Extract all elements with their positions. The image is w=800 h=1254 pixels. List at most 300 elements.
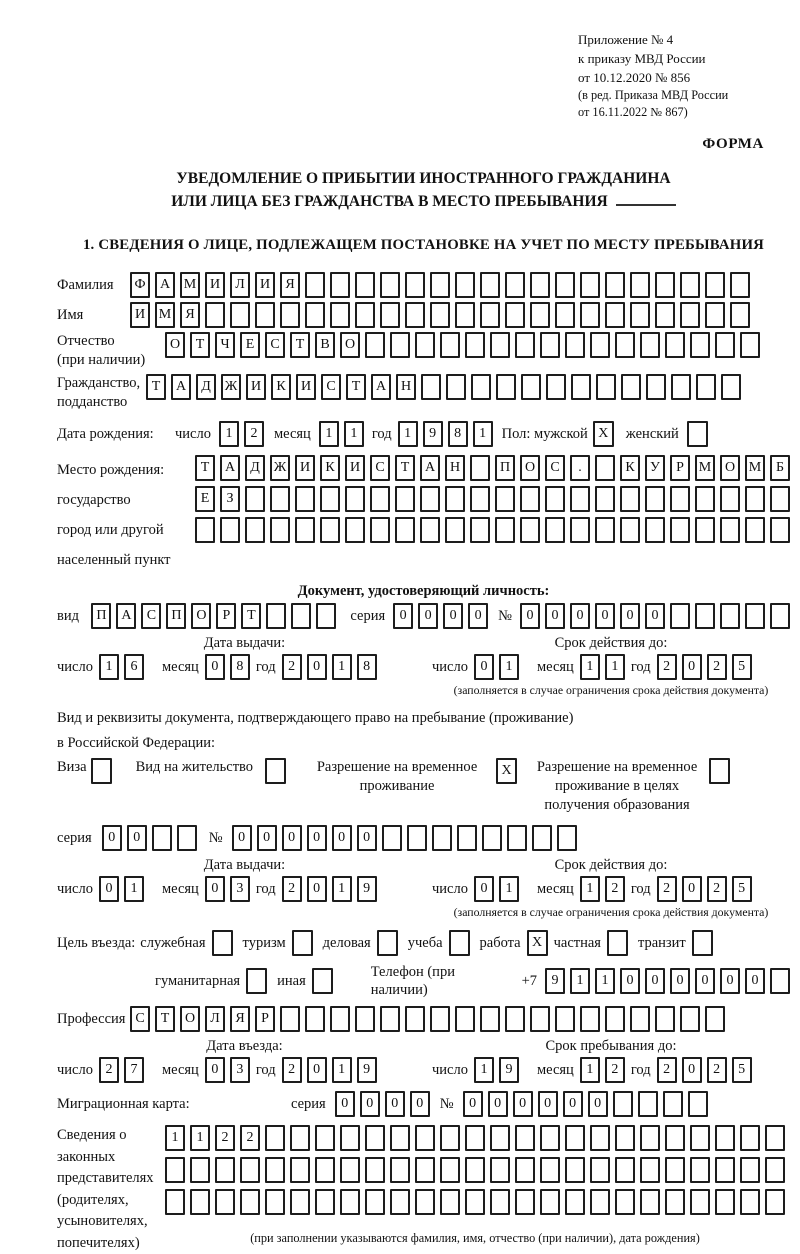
char-cell[interactable]: 0 bbox=[682, 1057, 702, 1083]
char-cell[interactable]: 0 bbox=[645, 968, 665, 994]
char-cell[interactable] bbox=[465, 332, 485, 358]
char-cell[interactable]: 0 bbox=[545, 603, 565, 629]
char-cell[interactable] bbox=[390, 1125, 410, 1151]
char-cell[interactable] bbox=[480, 1006, 500, 1032]
char-cell[interactable] bbox=[355, 272, 375, 298]
char-cell[interactable]: И bbox=[295, 455, 315, 481]
char-cell[interactable]: В bbox=[315, 332, 335, 358]
char-cell[interactable]: 0 bbox=[357, 825, 377, 851]
char-cell[interactable]: 1 bbox=[499, 654, 519, 680]
char-cell[interactable]: Д bbox=[245, 455, 265, 481]
visa-checkbox[interactable] bbox=[91, 758, 112, 784]
char-cell[interactable] bbox=[290, 1125, 310, 1151]
char-cell[interactable] bbox=[420, 517, 440, 543]
char-cell[interactable]: Л bbox=[205, 1006, 225, 1032]
char-cell[interactable] bbox=[730, 272, 750, 298]
char-cell[interactable]: Н bbox=[445, 455, 465, 481]
char-cell[interactable]: 0 bbox=[360, 1091, 380, 1117]
char-cell[interactable]: 0 bbox=[670, 968, 690, 994]
char-cell[interactable] bbox=[415, 332, 435, 358]
char-cell[interactable] bbox=[490, 1125, 510, 1151]
char-cell[interactable]: 1 bbox=[332, 1057, 352, 1083]
char-cell[interactable] bbox=[770, 968, 790, 994]
char-cell[interactable]: 0 bbox=[393, 603, 413, 629]
female-checkbox[interactable] bbox=[687, 421, 708, 447]
char-cell[interactable]: . bbox=[570, 455, 590, 481]
char-cell[interactable] bbox=[540, 332, 560, 358]
char-cell[interactable]: 0 bbox=[520, 603, 540, 629]
char-cell[interactable]: Т bbox=[146, 374, 166, 400]
char-cell[interactable] bbox=[580, 302, 600, 328]
char-cell[interactable] bbox=[205, 302, 225, 328]
char-cell[interactable]: 1 bbox=[319, 421, 339, 447]
char-cell[interactable]: 1 bbox=[332, 654, 352, 680]
char-cell[interactable]: 0 bbox=[538, 1091, 558, 1117]
char-cell[interactable]: 0 bbox=[720, 968, 740, 994]
purpose-transit-checkbox[interactable] bbox=[692, 930, 713, 956]
char-cell[interactable] bbox=[595, 455, 615, 481]
char-cell[interactable] bbox=[655, 272, 675, 298]
char-cell[interactable]: И bbox=[345, 455, 365, 481]
purpose-business-checkbox[interactable] bbox=[377, 930, 398, 956]
char-cell[interactable] bbox=[280, 302, 300, 328]
char-cell[interactable] bbox=[455, 302, 475, 328]
char-cell[interactable]: О bbox=[720, 455, 740, 481]
char-cell[interactable] bbox=[615, 332, 635, 358]
char-cell[interactable]: 9 bbox=[545, 968, 565, 994]
purpose-study-checkbox[interactable] bbox=[449, 930, 470, 956]
char-cell[interactable]: З bbox=[220, 486, 240, 512]
char-cell[interactable] bbox=[595, 517, 615, 543]
char-cell[interactable]: 8 bbox=[448, 421, 468, 447]
char-cell[interactable] bbox=[430, 1006, 450, 1032]
char-cell[interactable]: Е bbox=[240, 332, 260, 358]
char-cell[interactable]: М bbox=[745, 455, 765, 481]
char-cell[interactable] bbox=[490, 1157, 510, 1183]
char-cell[interactable] bbox=[240, 1157, 260, 1183]
char-cell[interactable] bbox=[440, 1189, 460, 1215]
char-cell[interactable] bbox=[740, 1189, 760, 1215]
char-cell[interactable]: 8 bbox=[230, 654, 250, 680]
char-cell[interactable] bbox=[695, 517, 715, 543]
char-cell[interactable] bbox=[613, 1091, 633, 1117]
char-cell[interactable] bbox=[496, 374, 516, 400]
char-cell[interactable] bbox=[670, 603, 690, 629]
char-cell[interactable]: Н bbox=[396, 374, 416, 400]
char-cell[interactable] bbox=[540, 1157, 560, 1183]
char-cell[interactable]: А bbox=[420, 455, 440, 481]
char-cell[interactable]: Т bbox=[395, 455, 415, 481]
char-cell[interactable]: М bbox=[155, 302, 175, 328]
char-cell[interactable]: 0 bbox=[307, 825, 327, 851]
char-cell[interactable] bbox=[715, 332, 735, 358]
char-cell[interactable]: 1 bbox=[190, 1125, 210, 1151]
char-cell[interactable] bbox=[770, 486, 790, 512]
char-cell[interactable] bbox=[470, 486, 490, 512]
char-cell[interactable]: 5 bbox=[732, 1057, 752, 1083]
char-cell[interactable] bbox=[330, 1006, 350, 1032]
char-cell[interactable] bbox=[580, 272, 600, 298]
char-cell[interactable] bbox=[620, 517, 640, 543]
char-cell[interactable]: 2 bbox=[282, 1057, 302, 1083]
char-cell[interactable] bbox=[421, 374, 441, 400]
char-cell[interactable] bbox=[407, 825, 427, 851]
char-cell[interactable]: Л bbox=[230, 272, 250, 298]
char-cell[interactable] bbox=[505, 272, 525, 298]
char-cell[interactable] bbox=[370, 517, 390, 543]
char-cell[interactable] bbox=[545, 486, 565, 512]
char-cell[interactable] bbox=[630, 302, 650, 328]
purpose-humanitarian-checkbox[interactable] bbox=[246, 968, 267, 994]
char-cell[interactable] bbox=[165, 1189, 185, 1215]
char-cell[interactable] bbox=[320, 517, 340, 543]
purpose-other-checkbox[interactable] bbox=[312, 968, 333, 994]
char-cell[interactable] bbox=[605, 272, 625, 298]
char-cell[interactable] bbox=[291, 603, 311, 629]
char-cell[interactable] bbox=[555, 302, 575, 328]
char-cell[interactable]: 3 bbox=[230, 876, 250, 902]
char-cell[interactable] bbox=[740, 332, 760, 358]
char-cell[interactable]: 1 bbox=[165, 1125, 185, 1151]
char-cell[interactable] bbox=[420, 486, 440, 512]
char-cell[interactable] bbox=[290, 1157, 310, 1183]
char-cell[interactable]: 0 bbox=[282, 825, 302, 851]
char-cell[interactable] bbox=[715, 1157, 735, 1183]
char-cell[interactable] bbox=[745, 603, 765, 629]
char-cell[interactable] bbox=[515, 332, 535, 358]
temp-residence-checkbox[interactable]: X bbox=[496, 758, 517, 784]
char-cell[interactable] bbox=[440, 332, 460, 358]
char-cell[interactable] bbox=[295, 517, 315, 543]
char-cell[interactable] bbox=[720, 517, 740, 543]
char-cell[interactable]: 0 bbox=[205, 876, 225, 902]
char-cell[interactable]: Р bbox=[255, 1006, 275, 1032]
char-cell[interactable] bbox=[590, 332, 610, 358]
char-cell[interactable] bbox=[470, 455, 490, 481]
char-cell[interactable] bbox=[720, 603, 740, 629]
char-cell[interactable] bbox=[190, 1189, 210, 1215]
char-cell[interactable] bbox=[640, 1125, 660, 1151]
char-cell[interactable] bbox=[315, 1125, 335, 1151]
char-cell[interactable] bbox=[290, 1189, 310, 1215]
char-cell[interactable] bbox=[745, 517, 765, 543]
char-cell[interactable]: 7 bbox=[124, 1057, 144, 1083]
char-cell[interactable]: 0 bbox=[205, 1057, 225, 1083]
char-cell[interactable]: 1 bbox=[332, 876, 352, 902]
char-cell[interactable]: 0 bbox=[588, 1091, 608, 1117]
char-cell[interactable]: 1 bbox=[570, 968, 590, 994]
char-cell[interactable] bbox=[640, 332, 660, 358]
char-cell[interactable]: О bbox=[340, 332, 360, 358]
char-cell[interactable] bbox=[430, 302, 450, 328]
char-cell[interactable] bbox=[330, 272, 350, 298]
char-cell[interactable] bbox=[370, 486, 390, 512]
char-cell[interactable] bbox=[705, 272, 725, 298]
char-cell[interactable] bbox=[695, 603, 715, 629]
char-cell[interactable] bbox=[590, 1189, 610, 1215]
char-cell[interactable] bbox=[555, 1006, 575, 1032]
char-cell[interactable] bbox=[745, 486, 765, 512]
char-cell[interactable]: О bbox=[520, 455, 540, 481]
char-cell[interactable]: А bbox=[155, 272, 175, 298]
char-cell[interactable]: 2 bbox=[282, 654, 302, 680]
char-cell[interactable] bbox=[520, 486, 540, 512]
char-cell[interactable]: И bbox=[130, 302, 150, 328]
purpose-work-checkbox[interactable]: X bbox=[527, 930, 548, 956]
char-cell[interactable]: 0 bbox=[474, 876, 494, 902]
char-cell[interactable] bbox=[765, 1125, 785, 1151]
char-cell[interactable] bbox=[740, 1125, 760, 1151]
char-cell[interactable] bbox=[505, 1006, 525, 1032]
char-cell[interactable] bbox=[316, 603, 336, 629]
char-cell[interactable]: М bbox=[180, 272, 200, 298]
char-cell[interactable] bbox=[680, 1006, 700, 1032]
char-cell[interactable]: С bbox=[141, 603, 161, 629]
char-cell[interactable]: 1 bbox=[124, 876, 144, 902]
char-cell[interactable] bbox=[665, 332, 685, 358]
char-cell[interactable] bbox=[315, 1189, 335, 1215]
char-cell[interactable]: 0 bbox=[307, 1057, 327, 1083]
char-cell[interactable] bbox=[695, 486, 715, 512]
char-cell[interactable] bbox=[530, 1006, 550, 1032]
char-cell[interactable] bbox=[430, 272, 450, 298]
char-cell[interactable] bbox=[540, 1125, 560, 1151]
char-cell[interactable] bbox=[305, 302, 325, 328]
char-cell[interactable] bbox=[405, 272, 425, 298]
char-cell[interactable] bbox=[230, 302, 250, 328]
char-cell[interactable]: 5 bbox=[732, 876, 752, 902]
char-cell[interactable] bbox=[280, 1006, 300, 1032]
char-cell[interactable] bbox=[490, 332, 510, 358]
char-cell[interactable]: О bbox=[191, 603, 211, 629]
char-cell[interactable] bbox=[215, 1189, 235, 1215]
char-cell[interactable]: 0 bbox=[385, 1091, 405, 1117]
char-cell[interactable] bbox=[530, 302, 550, 328]
char-cell[interactable]: 0 bbox=[463, 1091, 483, 1117]
char-cell[interactable] bbox=[365, 332, 385, 358]
char-cell[interactable]: 9 bbox=[357, 1057, 377, 1083]
char-cell[interactable]: С bbox=[321, 374, 341, 400]
char-cell[interactable]: 0 bbox=[332, 825, 352, 851]
char-cell[interactable] bbox=[540, 1189, 560, 1215]
char-cell[interactable] bbox=[330, 302, 350, 328]
char-cell[interactable] bbox=[265, 1157, 285, 1183]
char-cell[interactable] bbox=[696, 374, 716, 400]
char-cell[interactable]: 2 bbox=[707, 1057, 727, 1083]
char-cell[interactable]: 1 bbox=[474, 1057, 494, 1083]
char-cell[interactable]: Ж bbox=[221, 374, 241, 400]
char-cell[interactable]: 0 bbox=[410, 1091, 430, 1117]
char-cell[interactable] bbox=[665, 1125, 685, 1151]
char-cell[interactable]: 0 bbox=[563, 1091, 583, 1117]
char-cell[interactable]: 1 bbox=[580, 1057, 600, 1083]
char-cell[interactable] bbox=[638, 1091, 658, 1117]
char-cell[interactable] bbox=[365, 1125, 385, 1151]
char-cell[interactable]: О bbox=[165, 332, 185, 358]
char-cell[interactable] bbox=[570, 517, 590, 543]
char-cell[interactable] bbox=[505, 302, 525, 328]
char-cell[interactable] bbox=[345, 517, 365, 543]
char-cell[interactable]: 0 bbox=[682, 876, 702, 902]
char-cell[interactable] bbox=[715, 1189, 735, 1215]
char-cell[interactable] bbox=[295, 486, 315, 512]
char-cell[interactable]: И bbox=[296, 374, 316, 400]
char-cell[interactable] bbox=[215, 1157, 235, 1183]
char-cell[interactable]: А bbox=[220, 455, 240, 481]
char-cell[interactable]: К bbox=[620, 455, 640, 481]
char-cell[interactable] bbox=[340, 1189, 360, 1215]
char-cell[interactable]: 0 bbox=[682, 654, 702, 680]
char-cell[interactable]: 1 bbox=[595, 968, 615, 994]
char-cell[interactable] bbox=[305, 272, 325, 298]
purpose-tourism-checkbox[interactable] bbox=[292, 930, 313, 956]
char-cell[interactable] bbox=[665, 1157, 685, 1183]
char-cell[interactable]: Ф bbox=[130, 272, 150, 298]
char-cell[interactable]: К bbox=[271, 374, 291, 400]
char-cell[interactable]: 2 bbox=[657, 654, 677, 680]
char-cell[interactable] bbox=[621, 374, 641, 400]
char-cell[interactable]: 0 bbox=[307, 876, 327, 902]
char-cell[interactable]: А bbox=[171, 374, 191, 400]
char-cell[interactable]: 0 bbox=[620, 603, 640, 629]
char-cell[interactable]: А bbox=[371, 374, 391, 400]
char-cell[interactable]: П bbox=[91, 603, 111, 629]
char-cell[interactable] bbox=[670, 486, 690, 512]
char-cell[interactable]: 1 bbox=[605, 654, 625, 680]
char-cell[interactable]: О bbox=[180, 1006, 200, 1032]
char-cell[interactable]: 0 bbox=[127, 825, 147, 851]
char-cell[interactable] bbox=[596, 374, 616, 400]
char-cell[interactable] bbox=[720, 486, 740, 512]
char-cell[interactable] bbox=[590, 1157, 610, 1183]
char-cell[interactable]: 9 bbox=[499, 1057, 519, 1083]
char-cell[interactable] bbox=[457, 825, 477, 851]
char-cell[interactable]: Я bbox=[230, 1006, 250, 1032]
char-cell[interactable]: Д bbox=[196, 374, 216, 400]
char-cell[interactable]: 9 bbox=[357, 876, 377, 902]
char-cell[interactable]: С bbox=[130, 1006, 150, 1032]
char-cell[interactable]: 0 bbox=[205, 654, 225, 680]
char-cell[interactable]: 2 bbox=[282, 876, 302, 902]
char-cell[interactable]: 2 bbox=[240, 1125, 260, 1151]
char-cell[interactable] bbox=[490, 1189, 510, 1215]
char-cell[interactable] bbox=[690, 332, 710, 358]
char-cell[interactable] bbox=[270, 517, 290, 543]
char-cell[interactable] bbox=[765, 1157, 785, 1183]
char-cell[interactable] bbox=[770, 517, 790, 543]
char-cell[interactable]: 0 bbox=[418, 603, 438, 629]
char-cell[interactable] bbox=[405, 1006, 425, 1032]
char-cell[interactable] bbox=[646, 374, 666, 400]
char-cell[interactable] bbox=[715, 1125, 735, 1151]
char-cell[interactable] bbox=[395, 517, 415, 543]
char-cell[interactable] bbox=[465, 1125, 485, 1151]
char-cell[interactable] bbox=[655, 1006, 675, 1032]
char-cell[interactable] bbox=[690, 1189, 710, 1215]
char-cell[interactable] bbox=[455, 1006, 475, 1032]
char-cell[interactable]: 0 bbox=[595, 603, 615, 629]
char-cell[interactable] bbox=[255, 302, 275, 328]
char-cell[interactable]: Р bbox=[216, 603, 236, 629]
char-cell[interactable] bbox=[495, 517, 515, 543]
char-cell[interactable] bbox=[571, 374, 591, 400]
char-cell[interactable] bbox=[380, 1006, 400, 1032]
temp-residence-education-checkbox[interactable] bbox=[709, 758, 730, 784]
char-cell[interactable] bbox=[565, 1157, 585, 1183]
char-cell[interactable] bbox=[415, 1125, 435, 1151]
char-cell[interactable] bbox=[265, 1189, 285, 1215]
char-cell[interactable]: 0 bbox=[488, 1091, 508, 1117]
char-cell[interactable] bbox=[395, 486, 415, 512]
char-cell[interactable]: Я bbox=[180, 302, 200, 328]
char-cell[interactable]: Т bbox=[190, 332, 210, 358]
char-cell[interactable]: П bbox=[166, 603, 186, 629]
char-cell[interactable] bbox=[730, 302, 750, 328]
char-cell[interactable]: 2 bbox=[605, 876, 625, 902]
char-cell[interactable] bbox=[532, 825, 552, 851]
char-cell[interactable]: 2 bbox=[657, 876, 677, 902]
char-cell[interactable]: 2 bbox=[657, 1057, 677, 1083]
char-cell[interactable] bbox=[446, 374, 466, 400]
char-cell[interactable] bbox=[565, 332, 585, 358]
char-cell[interactable] bbox=[405, 302, 425, 328]
char-cell[interactable] bbox=[365, 1157, 385, 1183]
char-cell[interactable] bbox=[495, 486, 515, 512]
char-cell[interactable] bbox=[615, 1157, 635, 1183]
char-cell[interactable] bbox=[340, 1157, 360, 1183]
char-cell[interactable] bbox=[507, 825, 527, 851]
char-cell[interactable] bbox=[690, 1157, 710, 1183]
char-cell[interactable]: 8 bbox=[357, 654, 377, 680]
char-cell[interactable] bbox=[640, 1157, 660, 1183]
char-cell[interactable] bbox=[620, 486, 640, 512]
char-cell[interactable]: 0 bbox=[468, 603, 488, 629]
purpose-private-checkbox[interactable] bbox=[607, 930, 628, 956]
char-cell[interactable]: 1 bbox=[473, 421, 493, 447]
char-cell[interactable]: 0 bbox=[570, 603, 590, 629]
char-cell[interactable] bbox=[740, 1157, 760, 1183]
char-cell[interactable] bbox=[663, 1091, 683, 1117]
char-cell[interactable]: 2 bbox=[707, 654, 727, 680]
char-cell[interactable]: Т bbox=[241, 603, 261, 629]
char-cell[interactable]: 1 bbox=[99, 654, 119, 680]
char-cell[interactable] bbox=[680, 272, 700, 298]
char-cell[interactable]: 0 bbox=[620, 968, 640, 994]
char-cell[interactable] bbox=[590, 1125, 610, 1151]
char-cell[interactable] bbox=[390, 1157, 410, 1183]
char-cell[interactable]: 2 bbox=[215, 1125, 235, 1151]
char-cell[interactable]: 9 bbox=[423, 421, 443, 447]
char-cell[interactable] bbox=[470, 517, 490, 543]
char-cell[interactable] bbox=[680, 302, 700, 328]
char-cell[interactable]: 1 bbox=[219, 421, 239, 447]
char-cell[interactable]: И bbox=[205, 272, 225, 298]
char-cell[interactable] bbox=[565, 1189, 585, 1215]
char-cell[interactable]: 0 bbox=[443, 603, 463, 629]
char-cell[interactable] bbox=[595, 486, 615, 512]
char-cell[interactable] bbox=[465, 1189, 485, 1215]
char-cell[interactable] bbox=[415, 1157, 435, 1183]
char-cell[interactable] bbox=[655, 302, 675, 328]
char-cell[interactable] bbox=[165, 1157, 185, 1183]
char-cell[interactable] bbox=[195, 517, 215, 543]
char-cell[interactable] bbox=[640, 1189, 660, 1215]
char-cell[interactable] bbox=[445, 486, 465, 512]
char-cell[interactable]: 0 bbox=[513, 1091, 533, 1117]
char-cell[interactable] bbox=[765, 1189, 785, 1215]
char-cell[interactable]: Р bbox=[670, 455, 690, 481]
char-cell[interactable]: 0 bbox=[474, 654, 494, 680]
